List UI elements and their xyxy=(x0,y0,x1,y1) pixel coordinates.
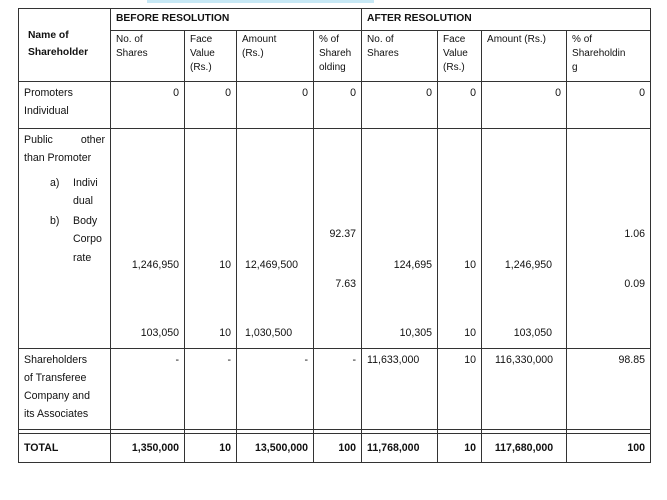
total-label: TOTAL xyxy=(19,433,111,462)
header-before-amount xyxy=(237,30,314,81)
value: 12,469,500 xyxy=(245,258,299,271)
header-after-face-label: Face Value (Rs.) xyxy=(443,33,468,74)
table-row xyxy=(19,348,651,429)
sub-b-text: Body Corpo rate xyxy=(73,215,102,264)
value: 1,246,950 xyxy=(504,258,553,271)
table-cell: 10 xyxy=(438,348,482,429)
header-before-amount-label: Amount (Rs.) xyxy=(242,33,277,59)
table-cell: 13,500,000 xyxy=(237,433,314,462)
row-name-transferee xyxy=(19,348,111,429)
sub-b-marker: b) xyxy=(50,215,60,228)
value: 10,305 xyxy=(399,326,433,339)
header-before-face xyxy=(185,30,237,81)
table-cell: 98.85 xyxy=(567,348,651,429)
public-title-right: other xyxy=(80,133,105,146)
value: 1,246,950 xyxy=(131,258,179,271)
table-cell xyxy=(438,128,482,348)
table-row xyxy=(19,81,651,128)
header-after-resolution: AFTER RESOLUTION xyxy=(362,9,651,31)
header-group-row xyxy=(19,9,651,31)
table-row xyxy=(19,128,651,348)
value: 1.06 xyxy=(624,227,646,240)
value: 10 xyxy=(464,258,477,271)
header-after-shares xyxy=(362,30,438,81)
table-cell: 0 xyxy=(438,81,482,128)
value: 10 xyxy=(464,326,477,339)
header-before-face-label: Face Value (Rs.) xyxy=(190,33,215,74)
table-cell: 0 xyxy=(567,81,651,128)
table-cell xyxy=(362,128,438,348)
table-cell: 100 xyxy=(314,433,362,462)
sub-a-marker: a) xyxy=(50,177,60,190)
table-cell: 11,768,000 xyxy=(362,433,438,462)
table-cell: 0 xyxy=(111,81,185,128)
table-cell: 0 xyxy=(482,81,567,128)
table-cell: 116,330,000 xyxy=(482,348,567,429)
top-accent-line xyxy=(147,0,374,3)
public-title-line xyxy=(24,131,105,149)
table-cell xyxy=(482,128,567,348)
row-name-public xyxy=(19,128,111,348)
header-name-cell xyxy=(19,9,111,82)
header-before-shares-label: No. of Shares xyxy=(116,33,148,59)
table-cell: - xyxy=(185,348,237,429)
value: 1,030,500 xyxy=(245,326,293,339)
value: 7.63 xyxy=(335,277,357,290)
table-cell: 10 xyxy=(185,433,237,462)
table-cell: 0 xyxy=(237,81,314,128)
header-after-pct xyxy=(567,30,651,81)
table-cell: - xyxy=(314,348,362,429)
sub-a-text: Indivi dual xyxy=(73,177,98,208)
table-cell xyxy=(185,128,237,348)
header-name-label: Name of Shareholder xyxy=(28,29,89,59)
header-before-pct-label: % of Shareh olding xyxy=(319,33,352,74)
table-cell: 0 xyxy=(185,81,237,128)
table-cell: 117,680,000 xyxy=(482,433,567,462)
value: 10 xyxy=(219,258,231,271)
header-after-pct-label: % of Shareholdin g xyxy=(572,33,626,74)
row-name-promoters-label: Promoters Individual xyxy=(24,86,73,117)
table-cell: 1,350,000 xyxy=(111,433,185,462)
table-cell xyxy=(314,128,362,348)
table-cell: 100 xyxy=(567,433,651,462)
table-cell: 11,633,000 xyxy=(362,348,438,429)
value: 92.37 xyxy=(329,227,357,240)
total-row xyxy=(19,433,651,462)
header-after-face xyxy=(438,30,482,81)
header-after-shares-label: No. of Shares xyxy=(367,33,399,59)
public-subitems xyxy=(24,174,105,324)
table-cell: - xyxy=(237,348,314,429)
shareholding-table xyxy=(18,8,651,463)
table-cell: 10 xyxy=(438,433,482,462)
header-after-amount xyxy=(482,30,567,81)
public-title-left: Public xyxy=(24,133,53,146)
row-name-promoters xyxy=(19,81,111,128)
table-cell: 0 xyxy=(314,81,362,128)
table-cell xyxy=(111,128,185,348)
value: 10 xyxy=(219,326,231,339)
value: 103,050 xyxy=(140,326,179,339)
row-name-transferee-label: Shareholders of Transferee Company and its Associates xyxy=(24,353,90,421)
value: 103,050 xyxy=(513,326,553,339)
table-cell: - xyxy=(111,348,185,429)
value: 0.09 xyxy=(624,277,646,290)
header-before-shares xyxy=(111,30,185,81)
table-cell xyxy=(237,128,314,348)
table-cell: 0 xyxy=(362,81,438,128)
header-after-amount-label: Amount (Rs.) xyxy=(487,33,546,45)
value: 124,695 xyxy=(393,258,433,271)
header-before-pct xyxy=(314,30,362,81)
table-cell xyxy=(567,128,651,348)
header-before-resolution: BEFORE RESOLUTION xyxy=(111,9,362,31)
public-title-line2: than Promoter xyxy=(24,151,92,164)
header-column-row xyxy=(19,30,651,81)
